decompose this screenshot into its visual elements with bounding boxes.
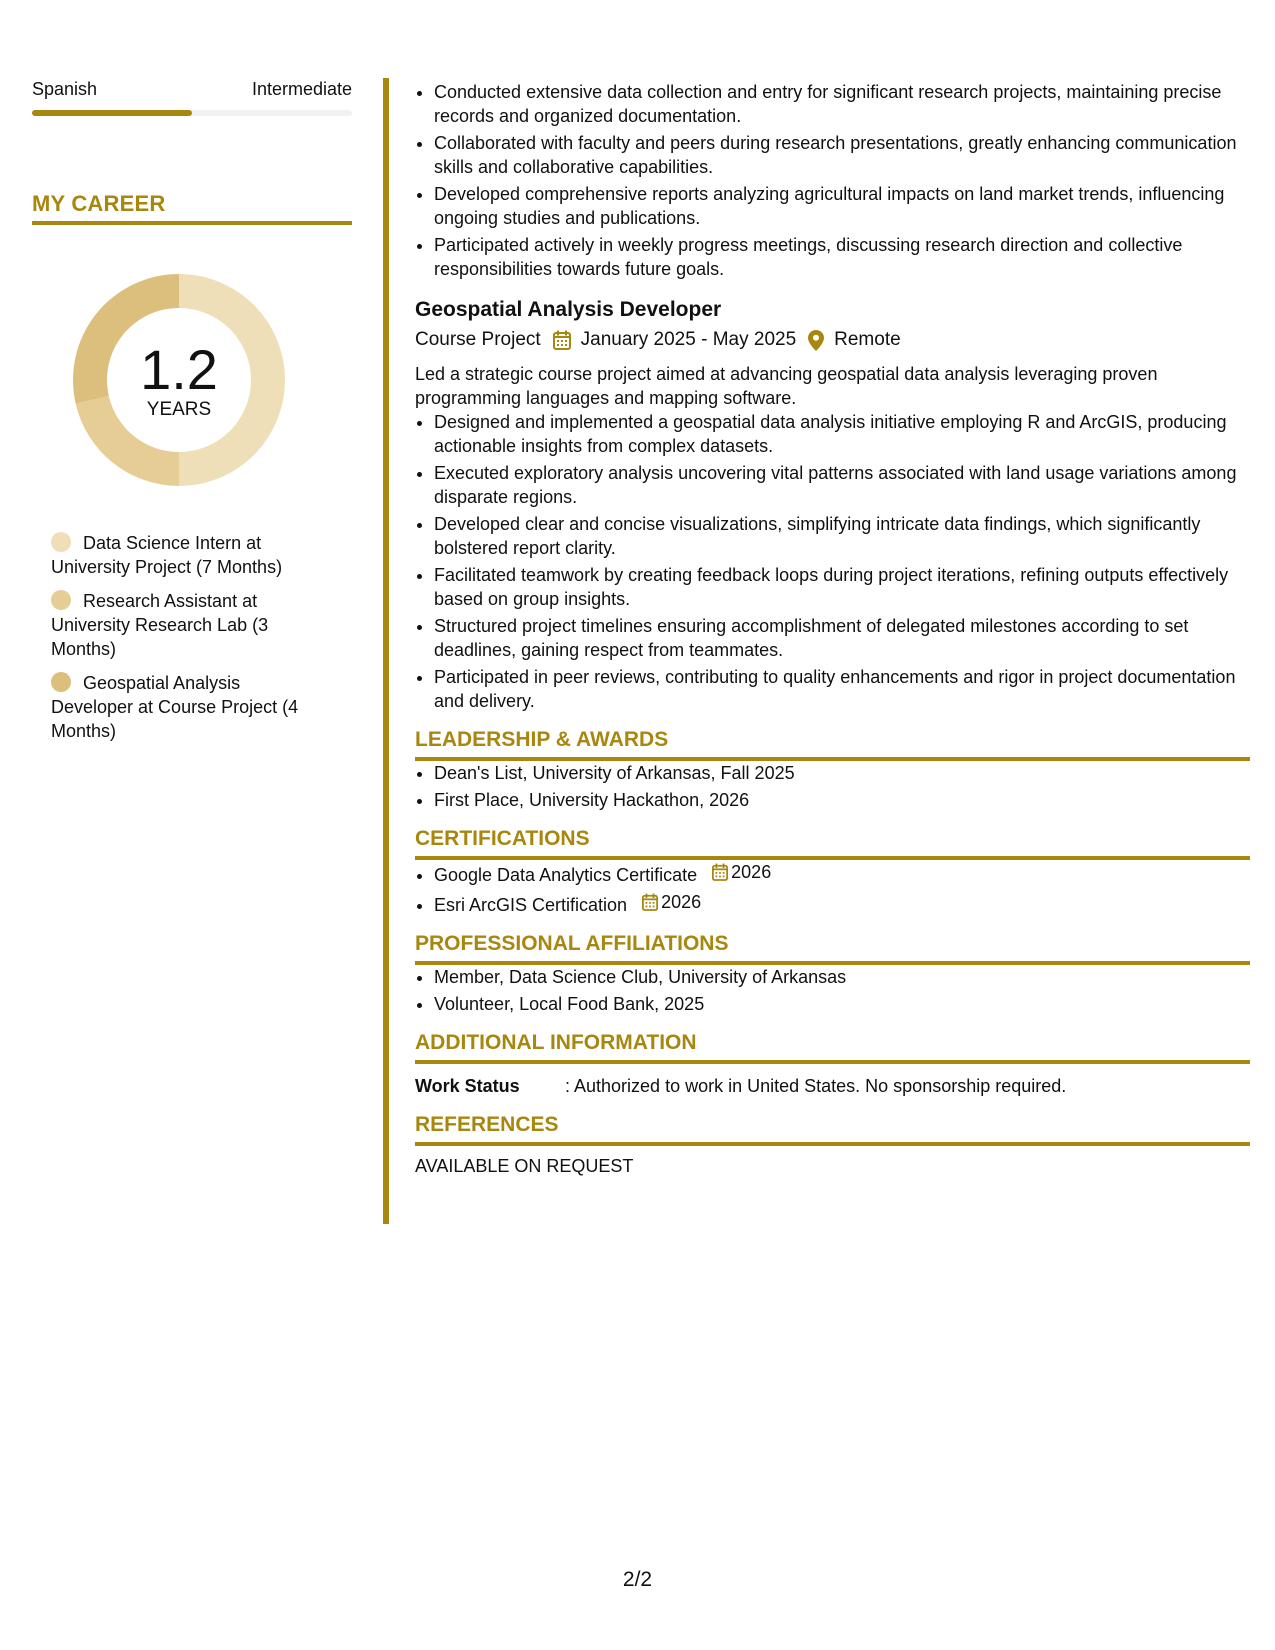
column-divider	[383, 78, 389, 1224]
list-item: • Participated actively in weekly progress meetings, discussing research direction and collective responsibilities towards future goals.	[434, 233, 1250, 281]
left-column	[32, 78, 352, 753]
previous-job-bullets	[415, 80, 1250, 281]
right-column	[415, 80, 1250, 1177]
certification-name: Esri ArcGIS Certification	[434, 895, 628, 915]
certification-year: 2026	[661, 892, 702, 912]
list-item: • Collaborated with faculty and peers during research presentations, greatly enhancing communication skills and collaborative capabilities.	[434, 131, 1250, 179]
language-level: Intermediate	[251, 79, 352, 99]
list-item: • First Place, University Hackathon, 2026	[434, 788, 1250, 812]
legend-dot	[51, 532, 71, 552]
legend-item	[51, 531, 321, 579]
legend-dot	[51, 672, 71, 692]
additional-info-heading: ADDITIONAL INFORMATION	[415, 1030, 1250, 1064]
affiliations-heading: PROFESSIONAL AFFILIATIONS	[415, 931, 1250, 965]
legend-dot	[51, 590, 71, 610]
job-title: Geospatial Analysis Developer	[415, 298, 722, 321]
list-item	[434, 860, 1250, 887]
job-bullets	[415, 410, 1250, 713]
career-total-value: 1.2	[140, 338, 218, 401]
calendar-icon	[712, 863, 728, 881]
career-heading: MY CAREER	[32, 191, 352, 225]
certification-name: Google Data Analytics Certificate	[434, 865, 698, 885]
job-meta	[415, 328, 1250, 352]
calendar-icon	[642, 893, 658, 911]
certification-date	[712, 860, 771, 884]
list-item: • Conducted extensive data collection and entry for significant research projects, maintaining precise records and organized documentation.	[434, 80, 1250, 128]
job-dates: January 2025 - May 2025	[580, 329, 797, 350]
career-total-unit: YEARS	[146, 399, 212, 420]
affiliations-list	[415, 965, 1250, 1016]
list-item: • Member, Data Science Club, University of Arkansas	[434, 965, 1250, 989]
certifications-heading: CERTIFICATIONS	[415, 826, 1250, 860]
references-text: AVAILABLE ON REQUEST	[415, 1156, 634, 1176]
language-proficiency-fill	[32, 110, 192, 116]
legend-label: Research Assistant at University Research Lab (3 Months)	[51, 591, 269, 659]
language-proficiency-bar	[32, 110, 352, 116]
list-item: • Executed exploratory analysis uncovering vital patterns associated with land usage variations among disparate regions.	[434, 461, 1250, 509]
legend-item	[51, 671, 321, 743]
legend-label: Data Science Intern at University Project (7 Months)	[51, 533, 283, 577]
list-item: • Volunteer, Local Food Bank, 2025	[434, 992, 1250, 1016]
language-row	[32, 78, 352, 100]
calendar-icon	[553, 330, 571, 350]
legend-label: Geospatial Analysis Developer at Course Project (4 Months)	[51, 673, 299, 741]
list-item: • Developed clear and concise visualizations, simplifying intricate data findings, which significantly bolstered report clarity.	[434, 512, 1250, 560]
list-item: • Structured project timelines ensuring accomplishment of delegated milestones according to set deadlines, gaining respect from teammates.	[434, 614, 1250, 662]
location-pin-icon	[808, 330, 824, 351]
work-status-label: Work Status	[415, 1076, 520, 1096]
career-donut-chart	[66, 267, 292, 493]
list-item	[434, 890, 1250, 917]
certification-year: 2026	[731, 862, 772, 882]
list-item: • Participated in peer reviews, contributing to quality enhancements and rigor in project documentation and delivery.	[434, 665, 1250, 713]
list-item: • Facilitated teamwork by creating feedback loops during project iterations, refining outputs effectively based on group insights.	[434, 563, 1250, 611]
work-status-value: : Authorized to work in United States. No sponsorship required.	[565, 1076, 1067, 1096]
references-heading: REFERENCES	[415, 1112, 1250, 1146]
work-status-row	[415, 1074, 1250, 1098]
list-item: • Designed and implemented a geospatial data analysis initiative employing R and ArcGIS, producing actionable insights from complex datasets.	[434, 410, 1250, 458]
list-item: • Developed comprehensive reports analyzing agricultural impacts on land market trends, influencing ongoing studies and publications.	[434, 182, 1250, 230]
job-company: Course Project	[415, 329, 541, 350]
list-item: • Dean's List, University of Arkansas, Fall 2025	[434, 761, 1250, 785]
page-number: 2/2	[622, 1568, 653, 1591]
language-name: Spanish	[32, 79, 98, 99]
certification-date	[642, 890, 701, 914]
leadership-heading: LEADERSHIP & AWARDS	[415, 727, 1250, 761]
certifications-list	[415, 860, 1250, 917]
legend-item	[51, 589, 321, 661]
job-location: Remote	[834, 329, 901, 350]
leadership-list	[415, 761, 1250, 812]
job-description: Led a strategic course project aimed at advancing geospatial data analysis leveraging proven programming languages and mapping software.	[415, 364, 1158, 408]
career-donut-center	[66, 267, 292, 493]
career-legend	[32, 531, 321, 743]
